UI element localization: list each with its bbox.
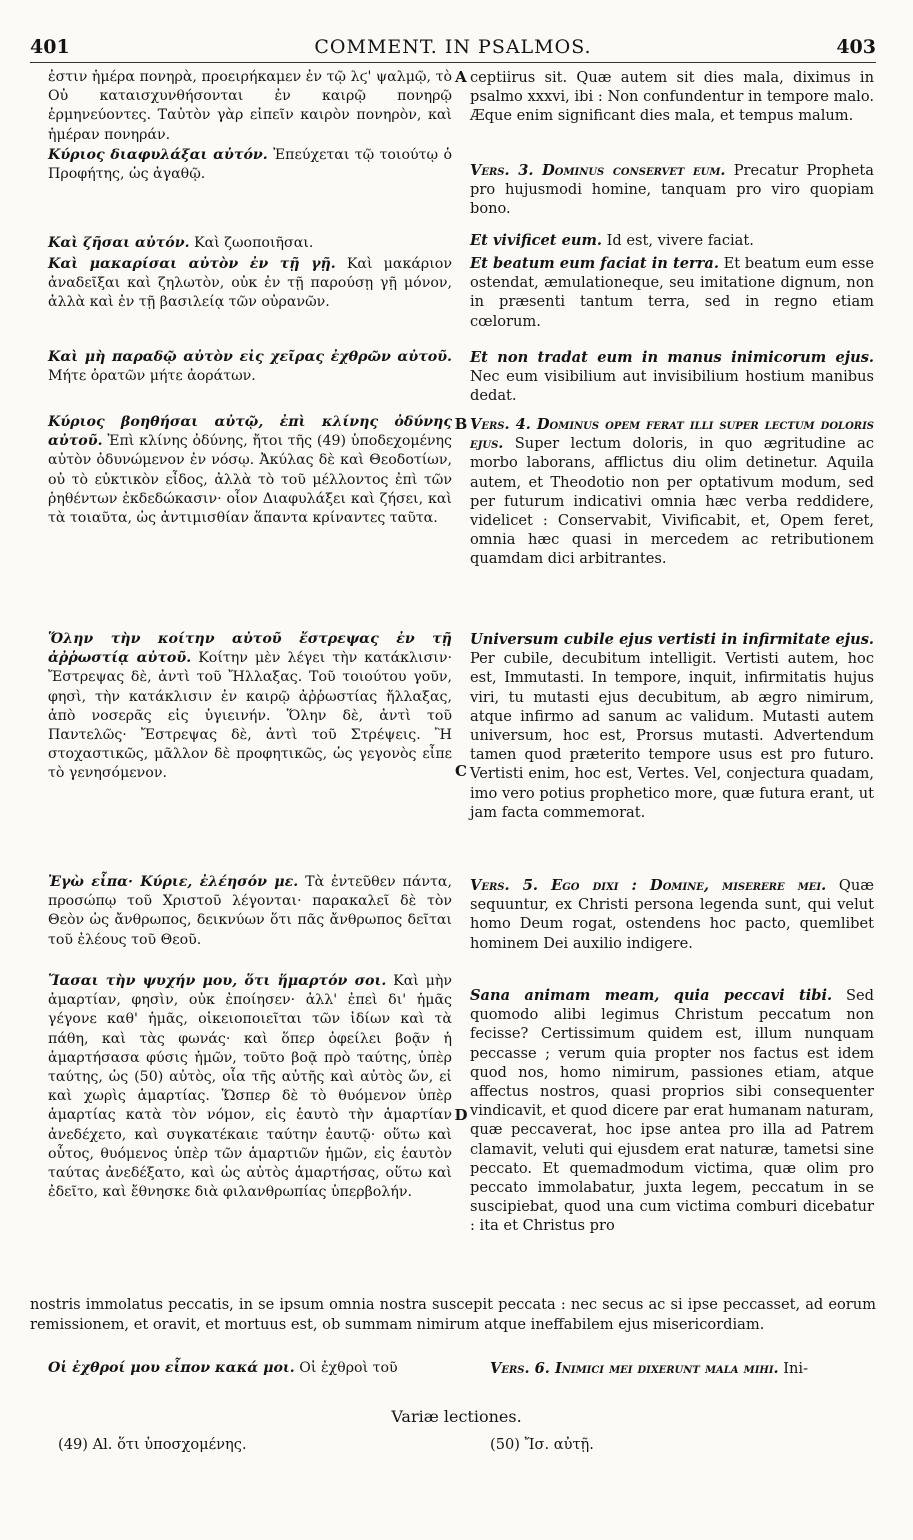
running-title: COMMENT. IN PSALMOS.: [314, 36, 592, 58]
latin-paragraph: Sana animam meam, quia peccavi tibi. Sed quomodo alibi legimus Christum peccatum non fecisse? Certissimum quidem est, illum nunquam peccasse ; verum quia propter nos factus est idem quod nos, homo nimirum, passiones etiam, atque affectus nostros, quasi proprios sibi consequenter vindicavit, et quod dicere par erat humanam naturam, quæ peccaverat, hoc ipse antea pro illa ad Patrem clamavit, veluti qui ejusdem erat naturæ, tametsi sine peccato. Et quemadmodum victima, quæ olim pro peccato immolabatur, juxta legem, peccatum in se suscipiebat, quod una cum victima comburi dicebatur : ita et Christus pro: [470, 987, 874, 1235]
latin-paragraph: Et vivificet eum. Id est, vivere faciat.: [470, 232, 754, 249]
greek-paragraph: Καὶ ζῆσαι αὐτόν. Καὶ ζωοποιῆσαι.: [48, 235, 314, 251]
greek-paragraph: ἐστιν ἡμέρα πονηρὰ, προειρήκαμεν ἐν τῷ λϛ' ψαλμῷ, τὸ Οὐ καταισχυνθήσονται ἐν καιρῷ πονηρῷ ἑρμηνεύοντες. Ταὐτὸν γὰρ εἰπεῖν καιρὸν πονηρὸν, καὶ ἡμέραν πονηράν.: [48, 69, 452, 143]
greek-paragraph: Κύριος διαφυλάξαι αὐτόν. Ἐπεύχεται τῷ τοιούτῳ ὁ Προφήτης, ὡς ἀγαθῷ.: [48, 147, 452, 183]
margin-marker-d: D: [454, 1106, 468, 1124]
page-number-right: 403: [836, 36, 876, 58]
greek-paragraph: Ἴασαι τὴν ψυχήν μου, ὅτι ἥμαρτόν σοι. Καὶ μὴν ἁμαρτίαν, φησὶν, οὐκ ἐποίησεν· ἀλλ' ἐπεὶ δι' ἡμᾶς γέγονε καθ' ἡμᾶς, οἰκειοποιεῖται τῶν ἰδίων καὶ τὰ πάθη, καὶ τὰς φωνάς· καὶ ὅπερ ὀφείλει βοᾷν ἡ ἁμαρτήσασα φύσις ἡμῶν, τοῦτο βοᾷ πρὸ ταύτης, ὑπὲρ ταύτης, ὡς (50) αὐτὸς, οἷα τῆς αὐτῆς καὶ αὐτὸς ὤν, εἰ καὶ χωρὶς ἁμαρτίας. Ὥσπερ δὲ τὸ θυόμενον ὑπὲρ ἁμαρτίας κατὰ τὸν νόμον, εἰς ἑαυτὸ τὴν ἁμαρτίαν ἀνεδέχετο, καὶ συγκατέκαιε ταύτην ἑαυτῷ· οὕτω καὶ οὗτος, θυόμενος ὑπὲρ τῶν ἁμαρτιῶν ἡμῶν, εἰς ἑαυτὸν ταύτας ἀνεδέξατο, καὶ ὡς αὐτὸς ἁμαρτήσας, οὕτω καὶ ἐδεῖτο, καὶ ἔθνησκε διὰ φιλανθρωπίας ὑπερβολήν.: [48, 973, 452, 1201]
footnote-49: (49) Al. ὅτι ὑποσχομένης.: [58, 1436, 247, 1453]
greek-paragraph: Καὶ μὴ παραδῷ αὐτὸν εἰς χεῖρας ἐχθρῶν αὐτοῦ. Μήτε ὁρατῶν μήτε ἀοράτων.: [48, 349, 452, 385]
latin-final-line: Vers. 6. Inimici mei dixerunt mala mihi. Ini-: [490, 1360, 808, 1377]
latin-paragraph: Vers. 5. Ego dixi : Domine, miserere mei. Quæ sequuntur, ex Christi persona legenda sunt, qui velut homo Deum rogat, ostendens hoc pacto, quemlibet hominem Dei auxilio indigere.: [470, 877, 874, 952]
margin-marker-c: C: [455, 762, 467, 780]
full-width-paragraph: nostris immolatus peccatis, in se ipsum omnia nostra suscepit peccata : nec secus ac si ipse peccasset, ad eorum remissionem, et oravit, et mortuus est, ob summam nimirum atque ineffabilem ejus misericordiam.: [30, 1296, 876, 1333]
greek-paragraph: Καὶ μακαρίσαι αὐτὸν ἐν τῇ γῇ. Καὶ μακάριον ἀναδεῖξαι καὶ ζηλωτὸν, οὐκ ἐν τῇ παρούσῃ γῇ μόνον, ἀλλὰ καὶ ἐν τῇ βασιλείᾳ τῶν οὐρανῶν.: [48, 256, 452, 311]
latin-paragraph: Vers. 4. Dominus opem ferat illi super lectum doloris ejus. Super lectum doloris, in quo ægritudine ac morbo laborans, afflictus diu olim detinetur. Aquila autem, et Theodotio non per optativum modum, sed per futurum indicativi omnia hæc verba reddidere, videlicet : Conservabit, Vivificabit, et, Opem feret, omnia hæc quasi in mercedem ac retributionem quamdam dici arbitrantes.: [470, 416, 874, 568]
page-header: [30, 36, 876, 63]
footnote-50: (50) Ἴσ. αὐτῇ.: [490, 1436, 594, 1453]
latin-paragraph: Et beatum eum faciat in terra. Et beatum eum esse ostendat, æmulationeque, seu imitatione dignum, non in præsenti tantum terra, sed in regno etiam cœlorum.: [470, 255, 874, 330]
footnotes-heading: Variæ lectiones.: [391, 1407, 522, 1426]
page-number-left: 401: [30, 36, 70, 58]
latin-paragraph: ceptiirus sit. Quæ autem sit dies mala, diximus in psalmo xxxvi, ibi : Non confundentur in tempore malo. Æque enim significant dies mala, et tempus malum.: [470, 69, 874, 125]
margin-marker-a: A: [455, 68, 467, 86]
latin-paragraph: Vers. 3. Dominus conservet eum. Precatur Propheta pro hujusmodi homine, tanquam pro viro quopiam bono.: [470, 162, 874, 218]
greek-paragraph: Ὅλην τὴν κοίτην αὐτοῦ ἔστρεψας ἐν τῇ ἀῤῥωστίᾳ αὐτοῦ. Κοίτην μὲν λέγει τὴν κατάκλισιν· Ἔστρεψας δὲ, ἀντὶ τοῦ Ἤλλαξας. Τοῦ τοιούτου γοῦν, φησὶ, τὴν κατάκλισιν ἐν καιρῷ ἀῤῥωστίας ἤλλαξας, ἀπὸ νοσερᾶς εἰς ὑγιεινήν. Ὅλην δὲ, ἀντὶ τοῦ Παντελῶς· Ἔστρεψας δὲ, ἀντὶ τοῦ Στρέψεις. Ἢ στοχαστικῶς, μᾶλλον δὲ προφητικῶς, ὡς γεγονὸς εἶπε τὸ γενησόμενον.: [48, 631, 452, 782]
margin-marker-b: B: [454, 415, 468, 433]
greek-final-line: Οἱ ἐχθροί μου εἶπον κακά μοι. Οἱ ἐχθροὶ τοῦ: [48, 1360, 398, 1376]
greek-paragraph: Κύριος βοηθήσαι αὐτῷ, ἐπὶ κλίνης ὀδύνης αὐτοῦ. Ἐπὶ κλίνης ὀδύνης, ἤτοι τῆς (49) ὑποδεχομένης αὐτὸν ὀδυνώμενον ἐν νόσῳ. Ἀκύλας δὲ καὶ Θεοδοτίων, οὐ τὸ εὐκτικὸν εἶδος, ἀλλὰ τὸ τοῦ μέλλοντος ἐπὶ τῶν ῥηθέντων ἐκδεδώκασιν· οἷον Διαφυλάξει καὶ ζήσει, καὶ τὰ τοιαῦτα, ὡς ἀντιμισθίαν ἅπαντα κρίναντες ταῦτα.: [48, 414, 452, 527]
latin-paragraph: Universum cubile ejus vertisti in infirmitate ejus. Per cubile, decubitum intelligit. Vertisti autem, hoc est, Immutasti. In tempore, inquit, infirmitatis hujus viri, tu mutasti ejus decubitum, ab ægro nimirum, atque infirmo ad sanum ac validum. Mutasti autem universum, hoc est, Prorsus mutasti. Advertendum tamen quod præterito tempore usus est pro futuro. Vertisti enim, hoc est, Vertes. Vel, conjectura quadam, imo vero potius prophetico more, quæ futura erant, ut jam facta commemorat.: [470, 631, 874, 821]
greek-paragraph: Ἐγὼ εἶπα· Κύριε, ἐλέησόν με. Τὰ ἐντεῦθεν πάντα, προσώπῳ τοῦ Χριστοῦ λέγονται· παρακαλεῖ δὲ τὸν Θεὸν ὡς ἄνθρωπος, δεικνύων ὅτι πᾶς ἄνθρωπος δεῖται τοῦ ἐλέους τοῦ Θεοῦ.: [48, 874, 452, 948]
latin-paragraph: Et non tradat eum in manus inimicorum ejus. Nec eum visibilium aut invisibilium hostium manibus dedat.: [470, 349, 874, 405]
